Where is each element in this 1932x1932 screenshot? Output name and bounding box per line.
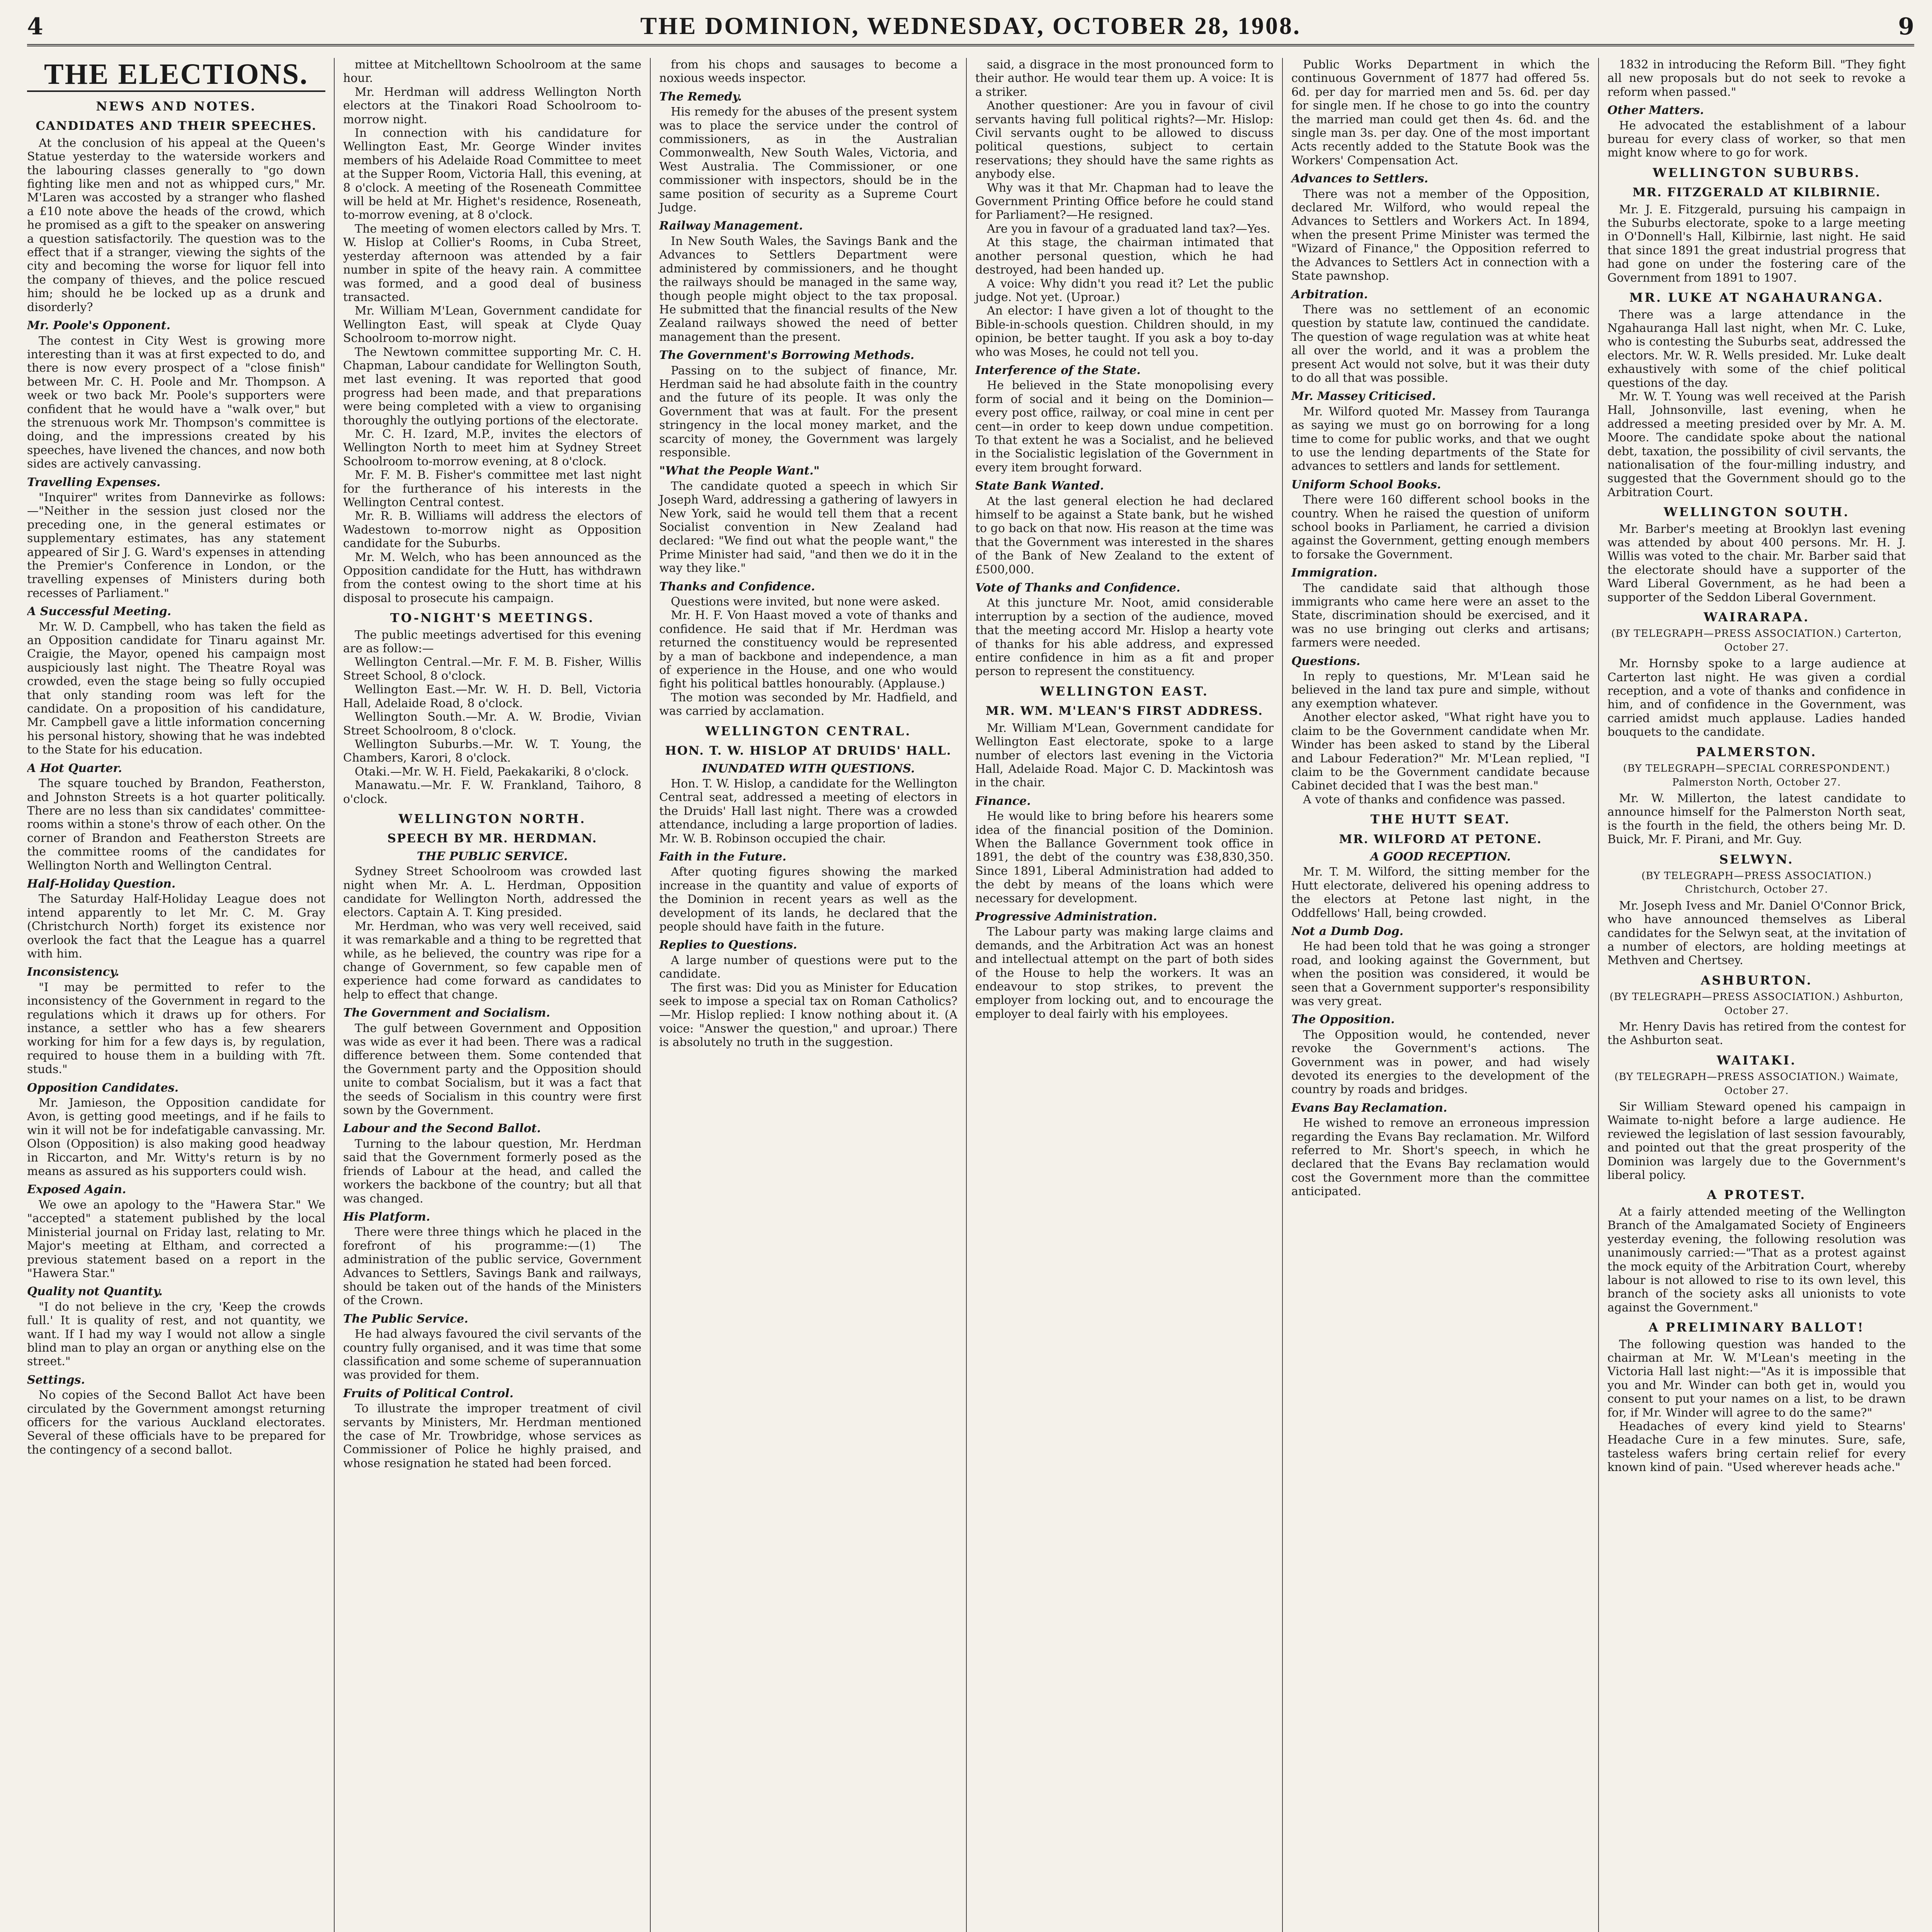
paragraph: A vote of thanks and confidence was passed. [1303,793,1566,806]
subhead: Vote of Thanks and Confidence. [975,581,1180,595]
paragraph: "Inquirer" writes from Dannevirke as follows:—"Neither in the session just closed nor the preceding one, in the general estimates or supplementary estimates, has any statement appeared of Sir J. G. Ward's expenses in attending the Premier's Conference in London, or the travelling expenses of Ministers during both recesses of Parliament." [27,490,325,600]
paragraph: Mr. Herdman will address Wellington North electors at the Tinakori Road Schoolroom to-morrow night. [343,85,641,126]
sub-heading: SPEECH BY MR. HERDMAN. [387,832,597,846]
paragraph: Mr. R. B. Williams will address the electors of Wadestown to-morrow night as Opposition candidate for the Suburbs. [343,509,641,551]
paragraph: Mr. W. T. Young was well received at the Parish Hall, Johnsonville, last evening, when he addressed a meeting presided over by Mr. A. M. Moore. The candidate spoke about the national debt, taxation, the possibility of civil servants, the nationalisation of the four-milling industry, and suggested that the Government should go to the Arbitration Court. [1607,389,1906,499]
section-heading: THE HUTT SEAT. [1370,812,1511,827]
dateline: (BY TELEGRAPH—SPECIAL CORRESPONDENT.) Palmerston North, October 27. [1623,763,1890,788]
column-5 [1283,58,1599,1932]
subhead: Immigration. [1291,566,1378,580]
section-heading: SELWYN. [1719,852,1794,867]
paragraph: Mr. H. F. Von Haast moved a vote of thanks and confidence. He said that if Mr. Herdman was returned the constituency would be represented by a man of backbone and independence, a man of experience in the House, and one who would fight his political battles honourably. (Applause.) [659,609,957,691]
paragraph: Turning to the labour question, Mr. Herdman said that the Government formerly posed as the friends of Labour at the head, and called the workers the backbone of the country; but all that was changed. [343,1137,641,1206]
section-heading: MR. LUKE AT NGAHAURANGA. [1629,290,1884,305]
paragraph: After quoting figures showing the marked increase in the quantity and value of exports of the Dominion in recent years as well as the development of its lands, he declared that the people should have faith in the future. [659,865,957,934]
paragraph: Another elector asked, "What right have you to claim to be the Government candidate when Mr. Winder has been asked to stand by the Liberal and Labour Federation?" Mr. M'Lean replied, "I claim to be the Government candidate because Cabinet decided that I was the best man." [1291,711,1590,793]
paragraph: "I do not believe in the cry, 'Keep the crowds full.' It is quality of rest, and not quantity, we want. If I had my way I would not allow a single blind man to play an organ or anything else on the street." [27,1300,325,1369]
paragraph: We owe an apology to the "Hawera Star." We "accepted" a statement published by the local Ministerial journal on Friday last, relating to Mr. Major's meeting at Eltham, and corrected a previous statement based on a report in the "Hawera Star." [27,1198,325,1280]
paragraph: Wellington Central.—Mr. F. M. B. Fisher, Willis Street School, 8 o'clock. [343,655,641,683]
paragraph: The Opposition would, he contended, never revoke the Government's actions. The Government was in power, and had wisely devoted its energies to the development of the country by roads and bridges. [1291,1028,1590,1097]
paragraph: Passing on to the subject of finance, Mr. Herdman said he had absolute faith in the country and the future of its people. It was only the Government that was at fault. For the present stringency in the local money market, and the scarcity of money, the Government was largely responsible. [659,364,957,459]
section-heading: TO-NIGHT'S MEETINGS. [390,611,595,626]
paragraph: Manawatu.—Mr. F. W. Frankland, Taihoro, 8 o'clock. [343,779,641,806]
column-2 [335,58,651,1932]
column-1 [27,58,335,1932]
paragraph: A large number of questions were put to the candidate. [659,953,957,981]
paragraph: mittee at Mitchelltown Schoolroom at the same hour. [343,58,641,85]
paragraph: Mr. Wilford quoted Mr. Massey from Tauranga as saying we must go on borrowing for a long time to come for public works, and that we ought to use the lending departments of the State for advances to settlers and lands for settlement. [1291,405,1590,473]
paragraph: Mr. Jamieson, the Opposition candidate for Avon, is getting good meetings, and if he fails to win it will not be for indefatigable canvassing. Mr. Olson (Opposition) is also making good headway in Riccarton, and Mr. Witty's return is by no means as assured as his supporters could wish. [27,1096,325,1179]
paragraph: At the last general election he had declared himself to be against a State bank, but he wished to go back on that now. His reason at the time was that the Government was interested in the shares of the Bank of New Zealand to the extent of £500,000. [975,494,1274,577]
subhead: Half-Holiday Question. [27,877,176,891]
subhead: Settings. [27,1373,85,1387]
dateline: (BY TELEGRAPH—PRESS ASSOCIATION.) Christchurch, October 27. [1641,870,1872,896]
paragraph: At a fairly attended meeting of the Wellington Branch of the Amalgamated Society of Engineers yesterday evening, the following resolution was unanimously carried:—"That as a protest against the mock equity of the Arbitration Court, whereby labour is not allowed to rise to its own level, this branch of the society asks all unionists to vote against the Government." [1607,1205,1906,1315]
paragraph: from his chops and sausages to become a noxious weeds inspector. [659,58,957,85]
paragraph: No copies of the Second Ballot Act have been circulated by the Government amongst returning officers for the various Auckland electorates. Several of these officials have to be prepared for the contingency of a second ballot. [27,1388,325,1457]
column-4 [967,58,1283,1932]
paragraph: Mr. J. E. Fitzgerald, pursuing his campaign in the Suburbs electorate, spoke to a large meeting in O'Donnell's Hall, Kilbirnie, last night. He said that since 1891 the great industrial progress that had gone on under the fostering care of the Government from 1891 to 1907. [1607,202,1906,285]
paragraph: A voice: Why didn't you read it? Let the public judge. Not yet. (Uproar.) [975,277,1274,304]
article-columns [27,58,1914,1932]
paragraph: Otaki.—Mr. W. H. Field, Paekakariki, 8 o'clock. [355,765,629,779]
subhead: Other Matters. [1607,104,1704,117]
minor-heading: INUNDATED WITH QUESTIONS. [702,762,915,776]
paragraph: He had always favoured the civil servants of the country fully organised, and it was time that some classification and some scheme of superannuation was provided for them. [343,1327,641,1382]
sub-heading: MR. WM. M'LEAN'S FIRST ADDRESS. [985,704,1264,718]
subhead: The Remedy. [659,90,742,104]
subhead: Not a Dumb Dog. [1291,924,1404,938]
section-heading: A PRELIMINARY BALLOT! [1648,1320,1865,1335]
subhead: Thanks and Confidence. [659,580,815,594]
subhead: The Government and Socialism. [343,1006,550,1020]
paragraph: The candidate said that although those immigrants who came here were an asset to the State, discrimination should be exercised, and it was no use bringing out clerks and artisans; farmers were needed. [1291,581,1590,650]
paragraph: The Labour party was making large claims and demands, and the Arbitration Act was an honest and intellectual attempt on the part of both sides of the House to help the workers. It was an endeavour to stop strikes, to prevent the employer from locking out, and to encourage the employer to deal fairly with his employees. [975,925,1274,1021]
subhead: A Successful Meeting. [27,605,172,619]
section-heading: ASHBURTON. [1701,973,1813,988]
sub-heading: CANDIDATES AND THEIR SPEECHES. [36,119,317,133]
subhead: Quality not Quantity. [27,1285,163,1299]
section-heading: WELLINGTON NORTH. [398,811,586,826]
subhead: Advances to Settlers. [1291,172,1429,186]
paragraph: Mr. M. Welch, who has been announced as the Opposition candidate for the Hutt, has withdrawn from the contest owing to the short time at his disposal to prosecute his campaign. [343,550,641,605]
subhead: Replies to Questions. [659,938,797,952]
paragraph: Mr. W. Millerton, the latest candidate to announce himself for the Palmerston North seat, is the fourth in the field, the others being Mr. D. Buick, Mr. F. Pirani, and Mr. Guy. [1607,791,1906,847]
masthead [27,12,1914,46]
subhead: Mr. Massey Criticised. [1291,389,1436,403]
paragraph: He advocated the establishment of a labour bureau for every class of worker, so that men might know where to go for work. [1607,119,1906,160]
paragraph: Mr. Henry Davis has retired from the contest for the Ashburton seat. [1607,1020,1906,1048]
section-heading: NEWS AND NOTES. [96,99,257,114]
sub-heading: HON. T. W. HISLOP AT DRUIDS' HALL. [665,744,952,758]
dateline: (BY TELEGRAPH—PRESS ASSOCIATION.) Waimate, October 27. [1614,1071,1899,1097]
paragraph: Mr. T. M. Wilford, the sitting member for the Hutt electorate, delivered his opening address to the electors at Petone last night, in the Oddfellows' Hall, being crowded. [1291,865,1590,920]
section-heading: WAITAKI. [1716,1053,1797,1068]
column-3 [651,58,967,1932]
minor-heading: A GOOD RECEPTION. [1370,850,1511,864]
paragraph: Sir William Steward opened his campaign in Waimate to-night before a large audience. He reviewed the legislation of last session favourably, and pointed out that the great prosperity of the Dominion was largely due to the Government's liberal policy. [1607,1100,1906,1182]
dateline: (BY TELEGRAPH—PRESS ASSOCIATION.) Ashburton, October 27. [1609,991,1904,1017]
subhead: Progressive Administration. [975,910,1157,923]
paragraph: In connection with his candidature for Wellington East, Mr. George Winder invites members of his Adelaide Road Committee to meet at the Supper Room, Victoria Hall, this evening, at 8 o'clock. A meeting of the Roseneath Committee will be held at Mr. Highet's residence, Roseneath, to-morrow evening, at 8 o'clock. [343,126,641,222]
section-heading: WELLINGTON SOUTH. [1663,505,1850,520]
paragraph: In New South Wales, the Savings Bank and the Advances to Settlers Department were administered by commissioners, and he thought the railways should be managed in the same way, though people might object to the tax proposal. He submitted that the financial results of the New Zealand railways showed the need of better management than the present. [659,234,957,344]
paragraph: 1832 in introducing the Reform Bill. "They fight all new proposals but do not seek to revoke a reform when passed." [1607,58,1906,99]
paragraph: He would like to bring before his hearers some idea of the financial position of the Dominion. When the Ballance Government took office in 1891, the debt of the country was £38,830,350. Since 1891, Liberal Administration had added to the debt by means of the loans which were necessary for development. [975,810,1274,905]
paragraph: He believed in the State monopolising every form of social and it being on the Dominion—every post office, railway, or coal mine in cent per cent—in order to keep down undue competition. To that extent he was a Socialist, and he believed in the Socialistic legislation of the Government in every item brought forward. [975,379,1274,474]
paragraph: Mr. William M'Lean, Government candidate for Wellington East electorate, spoke to a large number of electors last evening in the Victoria Hall, Adelaide Road. Major C. D. Mackintosh was in the chair. [975,721,1274,790]
paragraph: At this stage, the chairman intimated that another personal question, which he had destroyed, had been handed up. [975,236,1274,277]
subhead: Travelling Expenses. [27,475,161,489]
section-heading: WAIRARAPA. [1703,610,1810,625]
subhead: Opposition Candidates. [27,1081,179,1095]
paragraph: Mr. C. H. Izard, M.P., invites the electors of Wellington North to meet him at Sydney Street Schoolroom to-morrow evening, at 8 o'clock. [343,427,641,468]
paragraph: There was no settlement of an economic question by statute law, continued the candidate. The question of wage regulation was at white heat all over the world, and it was a problem the present Act would not solve, but it was their duty to do all that was possible. [1291,303,1590,385]
sub-heading: MR. FITZGERALD AT KILBIRNIE. [1632,185,1881,200]
paragraph: The meeting of women electors called by Mrs. T. W. Hislop at Collier's Rooms, in Cuba Street, yesterday afternoon was attended by a fair number in spite of the heavy rain. A committee was formed, and a good deal of business transacted. [343,222,641,304]
paragraph: Wellington Suburbs.—Mr. W. T. Young, the Chambers, Karori, 8 o'clock. [343,737,641,765]
section-banner: THE ELECTIONS. [27,58,325,92]
subhead: The Government's Borrowing Methods. [659,349,915,362]
page-number-left: 4 [27,13,43,40]
paragraph: There was a large attendance in the Ngahauranga Hall last night, when Mr. C. Luke, who is contesting the Suburbs seat, addressed the electors. Mr. W. R. Wells presided. Mr. Luke dealt exhaustively with some of the chief political questions of the day. [1607,308,1906,390]
subhead: The Public Service. [343,1312,468,1326]
paragraph: The Newtown committee supporting Mr. C. H. Chapman, Labour candidate for Wellington South, met last evening. It was reported that good progress had been made, and that preparations were being completed with a view to organising thoroughly the outlying portions of the electorate. [343,345,641,427]
paragraph: At this juncture Mr. Noot, amid considerable interruption by a section of the audience, moved that the meeting accord Mr. Hislop a hearty vote of thanks for his able address, and expressed entire confidence in him as a fit and proper person to represent the constituency. [975,596,1274,679]
section-heading: WELLINGTON CENTRAL. [705,723,912,738]
subhead: Mr. Poole's Opponent. [27,319,171,333]
subhead: The Opposition. [1291,1013,1395,1027]
subhead: Railway Management. [659,219,803,233]
paragraph: There was not a member of the Opposition, declared Mr. Wilford, who would repeal the Advances to Settlers and Workers Act. In 1894, when the present Prime Minister was termed the "Wizard of Finance," the Opposition referred to the Advances to Settlers Act in connection with a State pawnshop. [1291,187,1590,283]
dateline: (BY TELEGRAPH—PRESS ASSOCIATION.) Carterton, October 27. [1611,628,1902,653]
paragraph: The motion was seconded by Mr. Hadfield, and was carried by acclamation. [659,690,957,718]
paragraph: He wished to remove an erroneous impression regarding the Evans Bay reclamation. Mr. Wilford referred to Mr. Short's speech, in which he declared that the Evans Bay reclamation would cost the Government more than the committee anticipated. [1291,1116,1590,1199]
paragraph: said, a disgrace in the most pronounced form to their author. He would tear them up. A voice: It is a striker. [975,58,1274,99]
paragraph: Mr. W. D. Campbell, who has taken the field as an Opposition candidate for Tinaru against Mr. Craigie, the Mayor, opened his campaign most auspiciously last night. The Theatre Royal was crowded, even the stage being so fully occupied that only standing room was left for the candidate. On a proposition of his candidature, Mr. Campbell gave a little information concerning his personal history, showing that he was indebted to the State for his education. [27,620,325,757]
paragraph: The Saturday Half-Holiday League does not intend apparently to let Mr. C. M. Gray (Christchurch North) forget its existence nor overlook the fact that the League has a quarrel with him. [27,892,325,961]
subhead: Inconsistency. [27,965,119,979]
section-heading: A PROTEST. [1707,1187,1806,1202]
paragraph: Sydney Street Schoolroom was crowded last night when Mr. A. L. Herdman, Opposition candidate for Wellington North, addressed the electors. Captain A. T. King presided. [343,865,641,920]
sub-heading: MR. WILFORD AT PETONE. [1339,832,1542,846]
paragraph: The gulf between Government and Opposition was wide as ever it had been. There was a radical difference between them. Some contended that the Government party and the Opposition should unite to combat Socialism, but it was a fact that the seeds of Socialism in this country were first sown by the Government. [343,1021,641,1117]
paragraph: He had been told that he was going a stronger road, and looking against the Government, but when the position was considered, it would be seen that a Government supporter's responsibility was very great. [1291,940,1590,1008]
paragraph: At the conclusion of his appeal at the Queen's Statue yesterday to the waterside workers and the labouring classes generally to "go down fighting like men and not as whipped curs," Mr. M'Laren was accosted by a stranger who flashed a £10 note above the heads of the crowd, which he promised as a gift to the speaker on answering a question satisfactorily. The question was to the effect that if a stranger, viewing the sights of the city and becoming the worse for liquor fell into the company of thieves, and the police rescued him; should he be locked up as a drunk and disorderly? [27,136,325,314]
column-6 [1599,58,1914,1932]
newspaper-title: THE DOMINION, WEDNESDAY, OCTOBER 28, 1908. [640,12,1301,39]
paragraph: Public Works Department in which the continuous Government of 1877 had offered 5s. 6d. per day for married men and 5s. 6d. per day for single men. If he chose to go into the country the married man could get then 4s. 6d. and the single man 3s. per day. One of the most important Acts recently added to the Statute Book was the Workers' Compensation Act. [1291,58,1590,167]
paragraph: An elector: I have given a lot of thought to the Bible-in-schools question. Children should, in my opinion, be better taught. If you ask a boy to-day who was Moses, he could not tell you. [975,304,1274,359]
paragraph: Wellington South.—Mr. A. W. Brodie, Vivian Street Schoolroom, 8 o'clock. [343,710,641,738]
paragraph: Mr. William M'Lean, Government candidate for Wellington East, will speak at Clyde Quay Schoolroom to-morrow night. [343,304,641,345]
subhead: Arbitration. [1291,287,1368,301]
section-heading: WELLINGTON EAST. [1040,684,1209,699]
subhead: His Platform. [343,1210,430,1224]
paragraph: Mr. F. M. B. Fisher's committee met last night for the furtherance of his interests in the Wellington Central contest. [343,468,641,509]
paragraph: The first was: Did you as Minister for Education seek to impose a special tax on Roman Catholics?—Mr. Hislop replied: I know nothing about it. (A voice: "Answer the question," and uproar.) There is absolutely no truth in the suggestion. [659,981,957,1049]
subhead: Uniform School Books. [1291,478,1441,492]
subhead: Finance. [975,794,1031,808]
paragraph: Mr. Joseph Ivess and Mr. Daniel O'Connor Brick, who have announced themselves as Liberal candidates for the Selwyn seat, at the invitation of a number of electors, are holding meetings at Methven and Chertsey. [1607,899,1906,968]
section-heading: WELLINGTON SUBURBS. [1653,165,1861,180]
subhead: Interference of the State. [975,363,1141,377]
paragraph: There were three things which he placed in the forefront of his programme:—(1) The administration of the public service, Government Advances to Settlers, Savings Bank and railways, should be taken out of the hands of the Ministers of the Crown. [343,1225,641,1308]
page-number-right: 9 [1898,13,1914,40]
paragraph: Wellington East.—Mr. W. H. D. Bell, Victoria Hall, Adelaide Road, 8 o'clock. [343,683,641,710]
subhead: State Bank Wanted. [975,479,1104,493]
subhead: Labour and the Second Ballot. [343,1122,541,1136]
paragraph: The following question was handed to the chairman at Mr. W. M'Lean's meeting in the Victoria Hall last night:—"As it is impossible that you and Mr. Winder can both get in, would you consent to put your names on a list, to be drawn for, if Mr. Winder will agree to do the same?" [1607,1337,1906,1420]
paragraph: Are you in favour of a graduated land tax?—Yes. [987,222,1270,236]
paragraph: The square touched by Brandon, Featherston, and Johnston Streets is a hot quarter politically. There are no less than six candidates' committee-rooms within a stone's throw of each other. On the corner of Brandon and Featherston Streets are the committee rooms of the candidates for Wellington North and Wellington Central. [27,777,325,872]
paragraph: Hon. T. W. Hislop, a candidate for the Wellington Central seat, addressed a meeting of electors in the Druids' Hall last night. There was a crowded attendance, including a large proportion of ladies. Mr. W. B. Robinson occupied the chair. [659,777,957,845]
subhead: A Hot Quarter. [27,761,122,775]
paragraph: Mr. Herdman, who was very well received, said it was remarkable and a thing to be regretted that while, as he believed, the country was ripe for a change of Government, so few capable men of experience had come forward as candidates to help to effect that change. [343,919,641,1002]
paragraph: The candidate quoted a speech in which Sir Joseph Ward, addressing a gathering of lawyers in New York, said he would tell them that a recent Socialist convention in New Zealand had declared: "We find out what the people want," the Prime Minister had said, "and then we do it in the way they like." [659,479,957,575]
subhead: Fruits of Political Control. [343,1386,514,1400]
paragraph: His remedy for the abuses of the present system was to place the service under the control of commissioners, as in the Australian Commonwealth, New South Wales, Victoria, and West Australia. The Commissioner, or one commissioner with inspectors, should be in the same position of security as a Supreme Court Judge. [659,105,957,215]
paragraph: There were 160 different school books in the country. When he raised the question of uniform school books in Parliament, he carried a division against the Government, getting enough members to forsake the Government. [1291,493,1590,561]
paragraph: To illustrate the improper treatment of civil servants by Ministers, Mr. Herdman mentioned the case of Mr. Trowbridge, whose services as Commissioner of Police he highly praised, and whose resignation he stated had been forced. [343,1402,641,1470]
subhead: "What the People Want." [659,464,820,478]
subhead: Exposed Again. [27,1183,126,1197]
paragraph: Mr. Barber's meeting at Brooklyn last evening was attended by about 400 persons. Mr. H. J. Willis was voted to the chair. Mr. Barber said that the electorate should have a supporter of the Ward Liberal Government, as he had been a supporter of the Seddon Liberal Government. [1607,522,1906,604]
paragraph: Questions were invited, but none were asked. [671,595,940,609]
paragraph: In reply to questions, Mr. M'Lean said he believed in the land tax pure and simple, without any exemption whatever. [1291,670,1590,711]
paragraph: Why was it that Mr. Chapman had to leave the Government Printing Office before he could stand for Parliament?—He resigned. [975,181,1274,222]
paragraph: Another questioner: Are you in favour of civil servants having full political rights?—Mr. Hislop: Civil servants ought to be allowed to discuss political questions, subject to certain reservations; they should have the same rights as anybody else. [975,99,1274,181]
paragraph: Headaches of every kind yield to Stearns' Headache Cure in a few minutes. Sure, safe, tasteless wafers bring certain relief for every known kind of pain. "Used wherever heads ache." [1607,1419,1906,1475]
subhead: Faith in the Future. [659,850,787,864]
minor-heading: THE PUBLIC SERVICE. [417,849,568,863]
paragraph: "I may be permitted to refer to the inconsistency of the Government in regard to the regulations which it draws up for others. For instance, a settler who has a few shearers working for him for a few days is, by regulation, required to house them in a building with 7ft. studs." [27,980,325,1077]
section-heading: PALMERSTON. [1696,744,1817,759]
subhead: Evans Bay Reclamation. [1291,1101,1447,1115]
paragraph: The contest in City West is growing more interesting than it was at first expected to do, and there is now every prospect of a "close finish" between Mr. C. H. Poole and Mr. Thompson. A week or two back Mr. Poole's supporters were confident that he would have a "walk over," but the strenuous work Mr. Thompson's committee is doing, and the impressions created by his speeches, have livened the chances, and now both sides are actively canvassing. [27,334,325,471]
paragraph: Mr. Hornsby spoke to a large audience at Carterton last night. He was given a cordial reception, and a vote of thanks and confidence in him, and of confidence in the Government, was carried amidst much applause. Ladies handed bouquets to the candidate. [1607,657,1906,739]
subhead: Questions. [1291,654,1361,668]
paragraph: The public meetings advertised for this evening are as follow:— [343,628,641,656]
